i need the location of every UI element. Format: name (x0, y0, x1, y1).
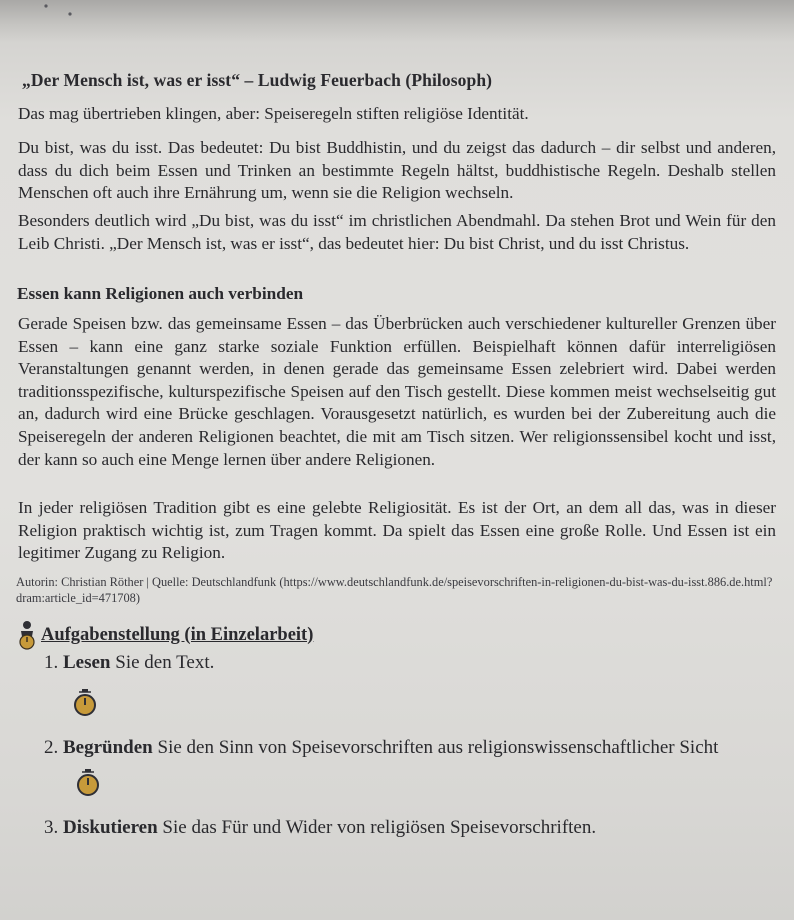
task-verb: Begründen (63, 737, 153, 758)
task-number: 3. (44, 817, 59, 838)
section-heading: Essen kann Religionen auch verbinden (17, 284, 304, 303)
task-text: Sie den Text. (110, 652, 215, 673)
paragraph-identity: Du bist, was du isst. Das bedeutet: Du bist Buddhistin, und du zeigst das dadurch – dir selbst und anderen, dass du dich beim Essen und Trinken an bestimmte Regeln hältst, buddhistische Regeln. Deshalb stellen Menschen oft auch ihre Ernährung um, wenn sie die Religion wechseln. (18, 138, 776, 203)
paragraph-abendmahl: Besonders deutlich wird „Du bist, was du isst“ im christlichen Abendmahl. Da stehen Brot und Wein für den Leib Christi. „Der Mensch ist, was er isst“, das bedeutet hier: Du bist Christ, und du isst Christus. (18, 211, 776, 253)
task-number: 2. (44, 737, 59, 758)
task-text: Sie den Sinn von Speisevorschriften aus religionswissenschaftlicher Sicht (152, 737, 719, 758)
paragraph-connect: Gerade Speisen bzw. das gemeinsame Essen – das Überbrücken auch verschiedener kultureller Grenzen über Essen – kann eine ganz starke soziale Funktion erfüllen. Beispielhaft können dafür interreligiösen Veranstaltungen genannt werden, in denen gerade das gemeinsame Essen zelebriert wird. Dabei werden traditionsspezifische, kulturspezifische Speisen auf den Tisch gestellt. Diese kommen meist wechselseitig gut an, dadurch wird eine Brücke geschlagen. Vorausgesetzt natürlich, es wurden bei der Zubereitung auch die Speiseregeln der anderen Religionen beachtet, die mit am Tisch sitzen. Wer religionssensibel kocht und isst, der kann so auch eine Menge lernen über andere Religionen. (18, 314, 776, 469)
task-number: 1. (44, 652, 59, 673)
task-item-1 (44, 652, 214, 674)
person-icon (17, 620, 39, 650)
source-citation: Autorin: Christian Röther | Quelle: Deutschlandfunk (https://www.deutschlandfunk.de/speisevorschriften-in-religionen-du-bist-was-du-isst.886.de.html?dram:article_id=471708) (16, 575, 773, 605)
stopwatch-icon (76, 768, 100, 798)
task-title: Aufgabenstellung (in Einzelarbeit) (41, 624, 314, 645)
page-title: „Der Mensch ist, was er isst“ – Ludwig Feuerbach (Philosoph) (22, 70, 493, 90)
task-item-3 (44, 817, 596, 839)
paragraph-tradition: In jeder religiösen Tradition gibt es eine gelebte Religiosität. Es ist der Ort, an dem all das, was in dieser Religion praktisch wichtig ist, zum Tragen kommt. Da spielt das Essen eine große Rolle. Und Essen ist ein legitimer Zugang zu Religion. (18, 498, 776, 563)
intro-paragraph: Das mag übertrieben klingen, aber: Speiseregeln stiften religiöse Identität. (18, 104, 529, 123)
task-text: Sie das Für und Wider von religiösen Speisevorschriften. (157, 817, 597, 838)
task-verb: Lesen (63, 652, 111, 673)
task-item-2 (44, 737, 718, 759)
task-heading (17, 620, 313, 650)
stopwatch-icon (73, 688, 97, 718)
task-verb: Diskutieren (63, 817, 158, 838)
